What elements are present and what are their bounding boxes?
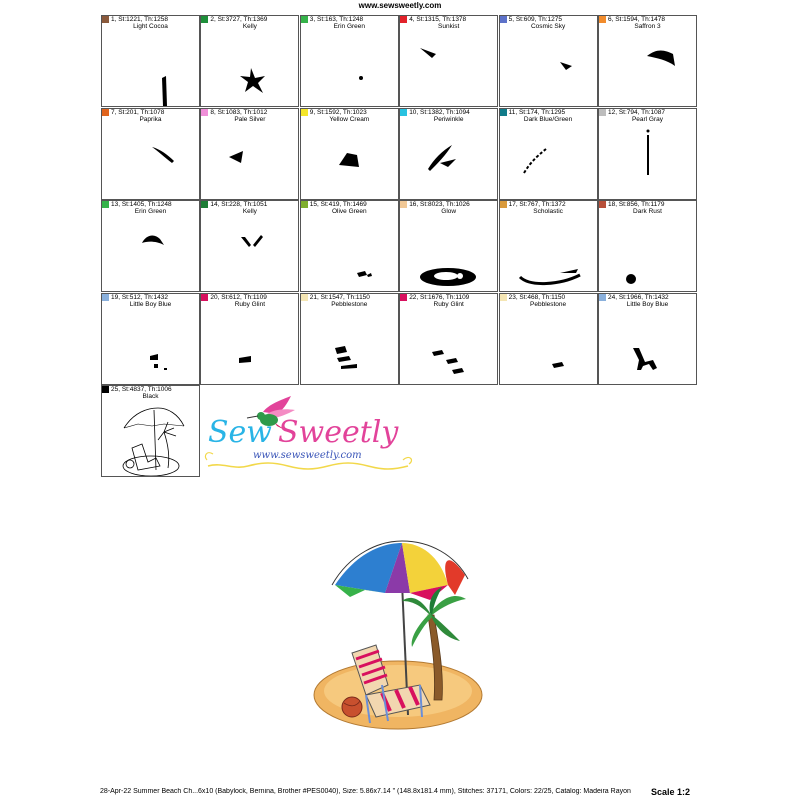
logo-sew-word: Sew	[208, 415, 272, 450]
color-stop-label: 14, St:228, Th:1051	[210, 201, 268, 208]
stitch-preview-thumbnail	[400, 215, 498, 292]
stitch-preview-thumbnail	[301, 123, 399, 200]
stitch-preview-thumbnail	[400, 308, 498, 385]
color-stop-cell	[598, 15, 697, 107]
color-stop-cell	[300, 108, 399, 200]
color-swatch	[301, 109, 308, 116]
thread-color-name: Light Cocoa	[133, 23, 168, 30]
color-stop-label: 5, St:609, Th:1275	[508, 16, 562, 23]
beach-chair-design-preview	[310, 535, 485, 735]
color-swatch	[201, 294, 208, 301]
color-stop-label: 1, St:1221, Th:1258	[111, 16, 168, 23]
color-stop-label: 7, St:201, Th:1078	[111, 108, 165, 116]
color-stop-label: 17, St:767, Th:1372	[508, 201, 566, 208]
color-stop-cell	[200, 200, 299, 292]
color-stop-cell	[399, 200, 498, 292]
thread-color-name: Pebblestone	[331, 300, 368, 308]
color-stop-cell	[499, 200, 598, 292]
thread-color-name: Ruby Glint	[433, 300, 464, 308]
color-stop-cell	[101, 108, 200, 200]
color-stop-label: 13, St:1405, Th:1248	[111, 201, 172, 208]
thread-color-name: Saffron 3	[634, 23, 661, 30]
logo-url: www.sewsweetly.com	[253, 450, 362, 461]
color-stop-label: 8, St:1083, Th:1012	[210, 108, 268, 116]
color-stop-cell	[499, 108, 598, 200]
stitch-preview-thumbnail	[599, 123, 697, 200]
color-stop-cell	[399, 108, 498, 200]
thread-color-name: Sunkist	[438, 23, 460, 30]
color-swatch	[400, 16, 407, 23]
thread-color-name: Ruby Glint	[234, 300, 266, 308]
thread-color-name: Erin Green	[134, 208, 167, 215]
color-swatch	[301, 294, 308, 301]
color-stop-label: 18, St:856, Th:1179	[608, 201, 665, 208]
stitch-preview-thumbnail	[500, 123, 598, 200]
stitch-preview-thumbnail	[102, 123, 200, 200]
color-swatch	[301, 16, 308, 23]
color-stop-label: 3, St:163, Th:1248	[309, 16, 364, 23]
color-stop-cell	[499, 293, 598, 385]
color-swatch	[500, 294, 507, 301]
color-swatch	[102, 16, 109, 23]
stitch-preview-thumbnail	[301, 30, 399, 107]
thread-color-name: Pebblestone	[530, 300, 567, 308]
color-stop-cell	[200, 15, 299, 107]
color-swatch	[201, 109, 208, 116]
color-stop-label: 10, St:1382, Th:1094	[409, 108, 470, 116]
color-swatch	[500, 201, 507, 208]
stitch-preview-thumbnail	[102, 215, 200, 292]
color-stop-label: 19, St:512, Th:1432	[111, 293, 168, 301]
color-stop-cell	[101, 200, 200, 292]
color-stop-cell	[598, 293, 697, 385]
thread-color-name: Paprika	[139, 115, 162, 123]
color-stop-label: 11, St:174, Th:1295	[508, 108, 566, 116]
color-swatch	[201, 16, 208, 23]
color-stop-label: 12, St:794, Th:1087	[608, 108, 665, 116]
color-swatch	[500, 16, 507, 23]
thread-color-name: Periwinkle	[433, 115, 464, 123]
color-stop-cell	[300, 293, 399, 385]
color-stop-cell	[300, 200, 399, 292]
thread-color-name: Cosmic Sky	[530, 23, 566, 30]
stitch-preview-thumbnail	[102, 30, 200, 107]
color-swatch	[599, 16, 606, 23]
color-swatch	[599, 294, 606, 301]
design-info: 28-Apr-22 Summer Beach Ch...6x10 (Babylock, Bernina, Brother #PES0040), Size: 5.86x7.14 " (148.8x181.4 mm), Stitches: 37171, Colors: 22/25, Catalog: Madeira Rayon	[100, 788, 631, 795]
color-stop-label: 4, St:1315, Th:1378	[409, 16, 467, 23]
stitch-preview-thumbnail	[201, 123, 299, 200]
thread-color-name: Little Boy Blue	[626, 300, 669, 308]
color-stop-label: 20, St:612, Th:1109	[210, 293, 267, 301]
color-stop-cell	[300, 15, 399, 107]
thread-color-name: Pearl Gray	[631, 115, 664, 123]
stitch-preview-thumbnail	[102, 400, 200, 477]
color-stop-cell	[399, 293, 498, 385]
color-swatch	[400, 109, 407, 116]
thread-color-name: Glow	[441, 208, 457, 215]
color-stop-label: 21, St:1547, Th:1150	[309, 293, 370, 301]
scale-label: Scale 1:2	[650, 787, 690, 797]
thread-color-name: Pale Silver	[234, 115, 266, 123]
thread-color-name: Kelly	[242, 208, 257, 215]
color-stop-label: 25, St:4837, Th:1006	[111, 386, 172, 393]
stitch-preview-thumbnail	[201, 30, 299, 107]
color-stop-label: 23, St:468, Th:1150	[508, 293, 566, 301]
thread-color-name: Yellow Cream	[329, 115, 370, 123]
color-stop-label: 15, St:419, Th:1469	[309, 201, 367, 208]
stitch-preview-thumbnail	[599, 215, 697, 292]
color-stop-label: 2, St:3727, Th:1369	[210, 16, 268, 23]
stitch-preview-thumbnail	[201, 215, 299, 292]
stitch-preview-thumbnail	[599, 308, 697, 385]
thread-color-name: Kelly	[242, 23, 257, 30]
stitch-preview-thumbnail	[301, 215, 399, 292]
sew-sweetly-logo	[203, 390, 418, 475]
stitch-preview-thumbnail	[400, 123, 498, 200]
stitch-preview-thumbnail	[599, 30, 697, 107]
color-stop-label: 24, St:1966, Th:1432	[608, 293, 669, 301]
thread-color-name: Scholastic	[533, 208, 563, 215]
thread-color-name: Dark Rust	[633, 208, 662, 215]
stitch-preview-thumbnail	[400, 30, 498, 107]
color-swatch	[102, 109, 109, 116]
color-swatch	[400, 294, 407, 301]
color-swatch	[201, 201, 208, 208]
color-swatch	[102, 294, 109, 301]
color-stop-label: 16, St:8023, Th:1026	[409, 201, 470, 208]
stitch-preview-thumbnail	[500, 215, 598, 292]
color-swatch	[599, 109, 606, 116]
color-stop-cell	[598, 200, 697, 292]
color-stop-cell	[499, 15, 598, 107]
stitch-preview-thumbnail	[301, 308, 399, 385]
thread-color-name: Olive Green	[331, 208, 367, 215]
thread-color-name: Dark Blue/Green	[523, 115, 573, 123]
color-stop-cell	[101, 15, 200, 107]
stitch-preview-thumbnail	[500, 30, 598, 107]
color-stop-cell	[200, 108, 299, 200]
color-swatch	[400, 201, 407, 208]
stitch-preview-thumbnail	[500, 308, 598, 385]
color-swatch	[500, 109, 507, 116]
color-stop-label: 22, St:1676, Th:1109	[409, 293, 470, 301]
thread-color-name: Black	[142, 393, 159, 400]
logo-sweetly-word: Sweetly	[278, 415, 399, 450]
color-stop-cell	[101, 293, 200, 385]
thread-color-name: Erin Green	[333, 23, 366, 30]
color-stop-cell	[200, 293, 299, 385]
color-stop-label: 9, St:1592, Th:1023	[309, 108, 367, 116]
color-swatch	[102, 386, 109, 393]
color-stop-cell	[399, 15, 498, 107]
thread-color-name: Little Boy Blue	[129, 300, 172, 308]
stitch-preview-thumbnail	[102, 308, 200, 385]
color-stop-cell	[598, 108, 697, 200]
stitch-preview-thumbnail	[201, 308, 299, 385]
site-title: www.sewsweetly.com	[358, 1, 442, 10]
color-stop-label: 6, St:1594, Th:1478	[608, 16, 665, 23]
color-swatch	[599, 201, 606, 208]
color-swatch	[102, 201, 109, 208]
color-swatch	[301, 201, 308, 208]
color-stop-cell	[101, 385, 200, 477]
color-chart-grid	[101, 15, 697, 400]
